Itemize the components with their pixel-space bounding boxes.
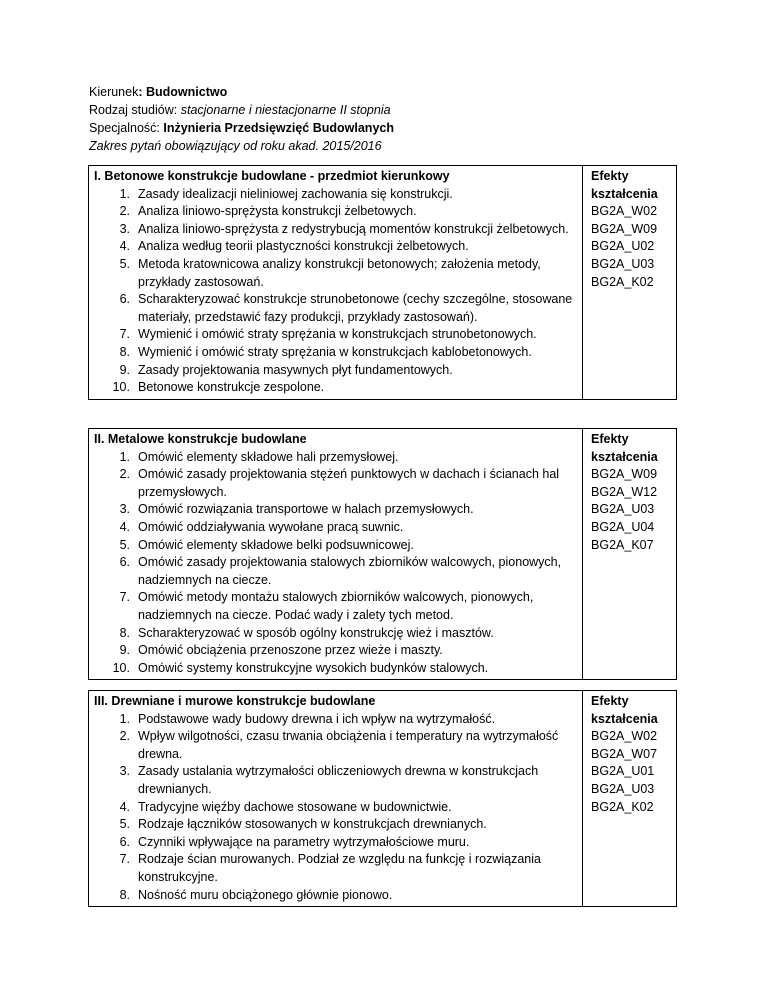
list-item — [94, 449, 577, 467]
item-number: 8. — [119, 625, 130, 640]
efekty-cell-3 — [583, 691, 677, 907]
item-number: 4. — [119, 519, 130, 534]
item-number: 6. — [119, 834, 130, 849]
item-text: Omówić zasady projektowania stalowych zbiorników walcowych, pionowych, nadziemnych na ciecze. — [138, 555, 562, 587]
item-number: 2. — [119, 729, 130, 744]
efekt-code: BG2A_U02 — [591, 239, 655, 254]
item-text: Zasady idealizacji nieliniowej zachowania się konstrukcji. — [138, 186, 453, 201]
item-text: Omówić elementy składowe hali przemysłowej. — [138, 449, 399, 464]
item-number: 4. — [119, 799, 130, 814]
list-item — [94, 221, 577, 239]
list-item — [94, 642, 577, 660]
item-text: Podstawowe wady budowy drewna i ich wpływ na wytrzymałość. — [138, 711, 496, 726]
item-text: Zasady ustalania wytrzymałości obliczeniowych drewna w konstrukcjach drewnianych. — [138, 764, 539, 796]
efekt-code: BG2A_K07 — [591, 537, 654, 552]
list-item — [94, 326, 577, 344]
item-number: 6. — [119, 555, 130, 570]
item-number: 5. — [119, 537, 130, 552]
list-item — [94, 799, 577, 817]
item-number: 7. — [119, 590, 130, 605]
section-content-3 — [89, 691, 583, 907]
list-item — [94, 203, 577, 221]
item-text: Czynniki wpływające na parametry wytrzymałościowe muru. — [138, 834, 470, 849]
item-text: Wymienić i omówić straty sprężania w konstrukcjach strunobetonowych. — [138, 327, 537, 342]
item-number: 4. — [119, 239, 130, 254]
list-item — [94, 834, 577, 852]
efekt-code: BG2A_W02 — [591, 729, 658, 744]
item-text: Omówić metody montażu stalowych zbiorników walcowych, pionowych, nadziemnych na ciecze. Podać wady i zalety tych metod. — [138, 590, 534, 622]
item-text: Analiza według teorii plastyczności konstrukcji żelbetowych. — [138, 239, 469, 254]
list-item — [94, 851, 577, 886]
list-item — [94, 763, 577, 798]
section-title: III. Drewniane i murowe konstrukcje budowlane — [94, 694, 376, 708]
item-number: 2. — [119, 204, 130, 219]
item-text: Wpływ wilgotności, czasu trwania obciążenia i temperatury na wytrzymałość drewna. — [138, 729, 559, 761]
item-text: Omówić systemy konstrukcyjne wysokich budynków stalowych. — [138, 660, 489, 675]
section-title: II. Metalowe konstrukcje budowlane — [94, 432, 307, 446]
item-number: 10. — [112, 380, 130, 395]
item-text: Omówić zasady projektowania stężeń punktowych w dachach i ścianach hal przemysłowych. — [138, 467, 560, 499]
specjalnosc-line — [89, 119, 394, 137]
list-item — [94, 186, 577, 204]
rodzaj-label: Rodzaj studiów: — [89, 103, 181, 117]
efekt-code: BG2A_U04 — [591, 519, 655, 534]
item-text: Omówić obciążenia przenoszone przez wieże i maszty. — [138, 643, 443, 658]
item-number: 1. — [119, 711, 130, 726]
item-text: Analiza liniowo-sprężysta z redystrybucją momentów konstrukcji żelbetowych. — [138, 221, 569, 236]
rodzaj-line — [89, 101, 394, 119]
item-number: 6. — [119, 292, 130, 307]
specjalnosc-label: Specjalność: — [89, 121, 164, 135]
item-number: 1. — [119, 449, 130, 464]
item-text: Omówić elementy składowe belki podsuwnicowej. — [138, 537, 414, 552]
item-text: Omówić oddziaływania wywołane pracą suwnic. — [138, 519, 404, 534]
section-table-3 — [88, 690, 677, 907]
list-item — [94, 379, 577, 397]
efekt-code: BG2A_U01 — [591, 764, 655, 779]
list-item — [94, 554, 577, 589]
kierunek-label: Kierunek — [89, 85, 139, 99]
efekty-title: Efekty kształcenia — [591, 432, 658, 464]
item-number: 1. — [119, 186, 130, 201]
item-text: Analiza liniowo-sprężysta konstrukcji żelbetowych. — [138, 204, 417, 219]
efekt-code: BG2A_W02 — [591, 204, 658, 219]
list-item — [94, 816, 577, 834]
item-number: 3. — [119, 764, 130, 779]
item-number: 9. — [119, 362, 130, 377]
list-item — [94, 728, 577, 763]
section-table-2 — [88, 428, 677, 680]
list-item — [94, 466, 577, 501]
item-text: Tradycyjne więźby dachowe stosowane w budownictwie. — [138, 799, 452, 814]
section-title: I. Betonowe konstrukcje budowlane - przedmiot kierunkowy — [94, 169, 450, 183]
efekt-code: BG2A_W12 — [591, 484, 658, 499]
efekt-code: BG2A_U03 — [591, 256, 655, 271]
item-number: 7. — [119, 852, 130, 867]
kierunek-value: : Budownictwo — [138, 85, 228, 99]
item-number: 3. — [119, 502, 130, 517]
question-list — [94, 186, 577, 397]
efekty-title: Efekty kształcenia — [591, 694, 658, 726]
item-number: 5. — [119, 256, 130, 271]
list-item — [94, 711, 577, 729]
efekt-code: BG2A_W09 — [591, 467, 658, 482]
list-item — [94, 238, 577, 256]
efekt-code: BG2A_K02 — [591, 799, 654, 814]
question-list — [94, 711, 577, 905]
zakres-line: Zakres pytań obowiązujący od roku akad. 2015/2016 — [89, 139, 382, 153]
efekt-code: BG2A_W07 — [591, 746, 658, 761]
list-item — [94, 625, 577, 643]
item-number: 7. — [119, 327, 130, 342]
list-item — [94, 887, 577, 905]
document-header — [89, 83, 394, 155]
list-item — [94, 537, 577, 555]
item-number: 10. — [112, 660, 130, 675]
list-item — [94, 256, 577, 291]
rodzaj-value: stacjonarne i niestacjonarne II stopnia — [180, 103, 391, 117]
section-content-2 — [89, 429, 583, 680]
item-text: Metoda kratownicowa analizy konstrukcji betonowych; założenia metody, przykłady zastosowań. — [138, 256, 541, 289]
efekty-cell-1 — [583, 166, 677, 400]
item-number: 9. — [119, 643, 130, 658]
kierunek-line — [89, 83, 394, 101]
list-item — [94, 291, 577, 326]
list-item — [94, 589, 577, 624]
section-content-1 — [89, 166, 583, 400]
item-number: 5. — [119, 817, 130, 832]
item-number: 8. — [119, 344, 130, 359]
efekt-code: BG2A_W09 — [591, 221, 658, 236]
list-item — [94, 501, 577, 519]
efekt-code: BG2A_U03 — [591, 502, 655, 517]
efekt-code: BG2A_K02 — [591, 274, 654, 289]
list-item — [94, 519, 577, 537]
section-table-1 — [88, 165, 677, 400]
efekty-title: Efekty kształcenia — [591, 169, 658, 201]
item-text: Nośność muru obciążonego głównie pionowo. — [138, 887, 393, 902]
efekt-code: BG2A_U03 — [591, 781, 655, 796]
item-text: Wymienić i omówić straty sprężania w konstrukcjach kablobetonowych. — [138, 344, 532, 359]
question-list — [94, 449, 577, 678]
list-item — [94, 344, 577, 362]
item-text: Zasady projektowania masywnych płyt fundamentowych. — [138, 362, 453, 377]
item-text: Betonowe konstrukcje zespolone. — [138, 380, 325, 395]
item-text: Omówić rozwiązania transportowe w halach przemysłowych. — [138, 502, 474, 517]
item-number: 3. — [119, 221, 130, 236]
specjalnosc-value: Inżynieria Przedsięwzięć Budowlanych — [163, 121, 394, 135]
item-number: 8. — [119, 887, 130, 902]
list-item — [94, 660, 577, 678]
item-text: Scharakteryzować konstrukcje strunobetonowe (cechy szczególne, stosowane materiały, przedstawić fazy produkcji, przykłady zastosowań). — [138, 292, 573, 324]
item-text: Scharakteryzować w sposób ogólny konstrukcję wież i masztów. — [138, 625, 494, 640]
list-item — [94, 362, 577, 380]
item-number: 2. — [119, 467, 130, 482]
efekty-cell-2 — [583, 429, 677, 680]
item-text: Rodzaje łączników stosowanych w konstrukcjach drewnianych. — [138, 817, 487, 832]
item-text: Rodzaje ścian murowanych. Podział ze względu na funkcję i rozwiązania konstrukcyjne. — [138, 852, 541, 884]
